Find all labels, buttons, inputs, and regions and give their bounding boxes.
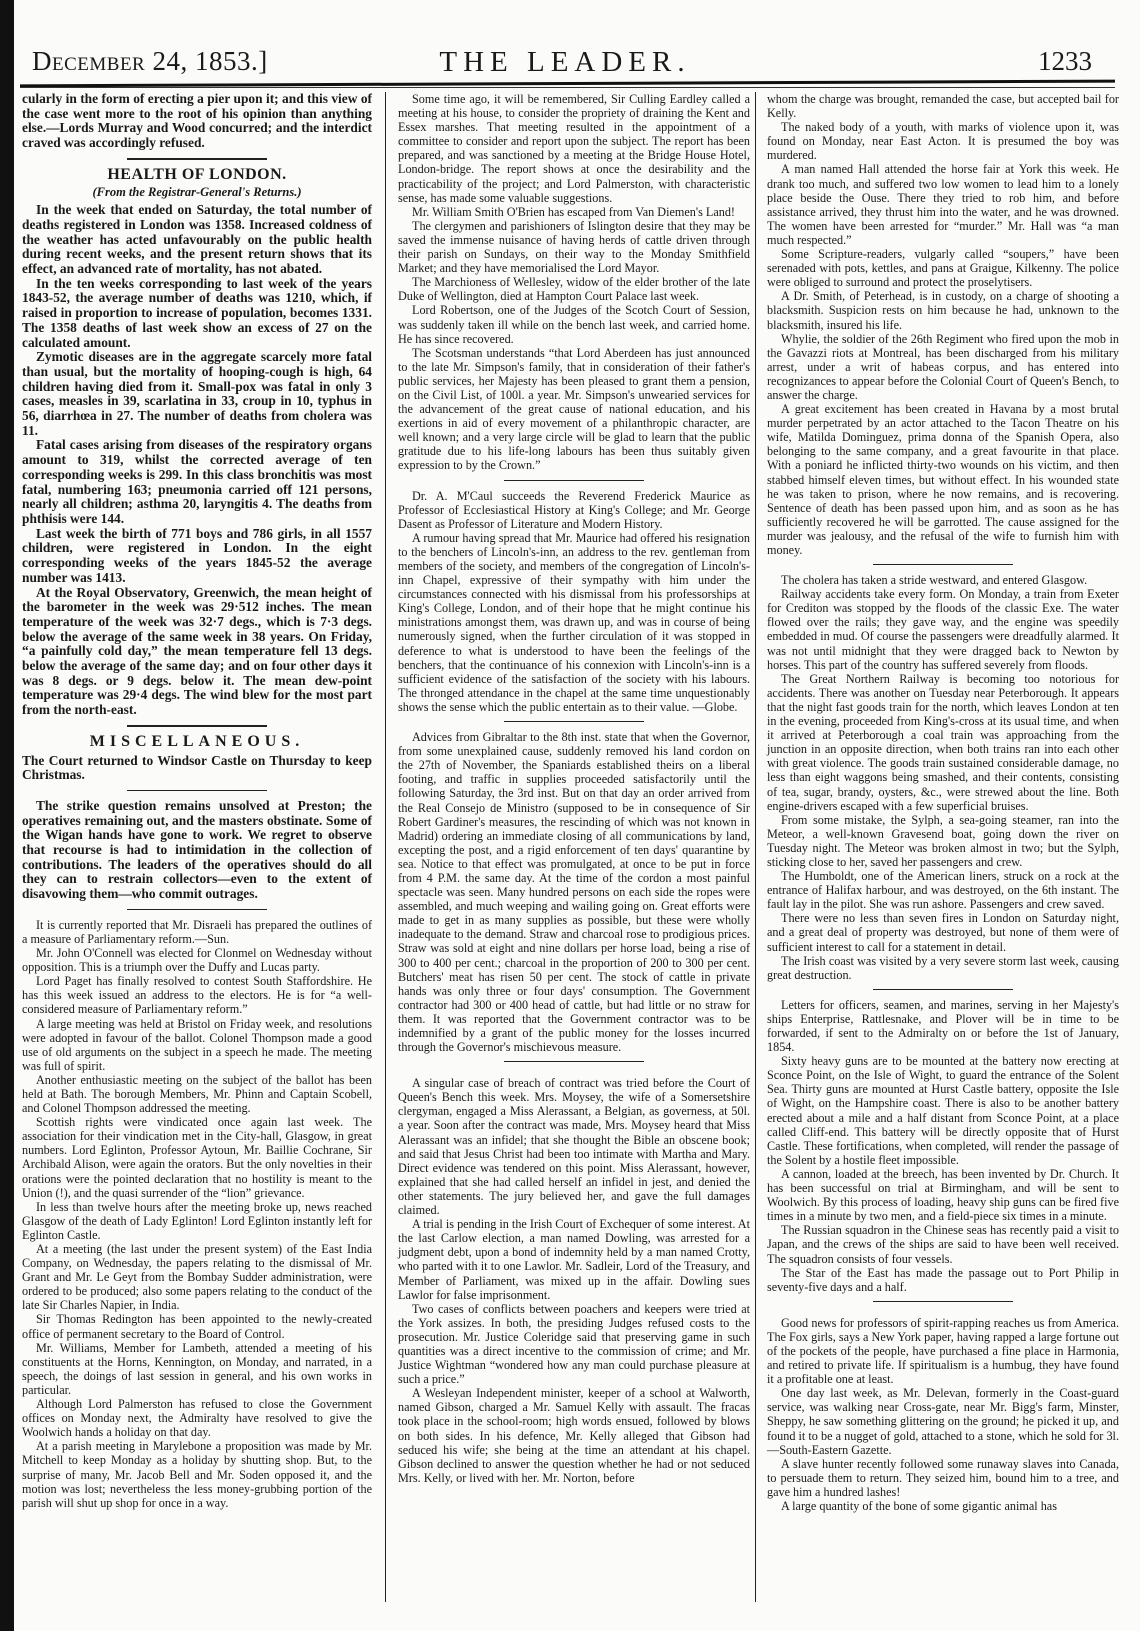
news-item: The clergymen and parishioners of Islington desire that they may be saved the immense nuisance of having herds of cattle driven through their parish on Sundays, on their way to the Monday Smithfield Market; and they have memorialised the Lord Mayor. bbox=[398, 218, 750, 276]
news-item: A rumour having spread that Mr. Maurice had offered his resignation to the benchers of Lincoln's-inn, an address to the rev. gentleman from members of the society, and members of the congregation of Lincoln's-inn Chapel, expressive of their sympathy with him under the circumstances connected with his dismissal from his professorships at King's College, London, and of their hope that he might continue his ministrations amongst them, was drawn up, and was in course of being numerously signed, when the further circulation of it was stopped in deference to what is understood to have been the feelings of the benchers, that the continuance of his connexion with Lincoln's-inn is a sufficient evidence of the satisfaction of the society with his labours. The thronged attendance in the chapel at the same time unquestionably shows the sense which the public entertain as to their value. —Globe. bbox=[398, 530, 750, 714]
news-item: Lord Robertson, one of the Judges of the Scotch Court of Session, was suddenly taken ill while on the bench last week, and carried home. He has since recovered. bbox=[398, 303, 750, 346]
news-item: A slave hunter recently followed some runaway slaves into Canada, to persuade them to return. They seized him, bound him to a tree, and gave him a hundred lashes! bbox=[767, 1456, 1119, 1499]
news-item: Railway accidents take every form. On Monday, a train from Exeter for Crediton was stopped by the floods of the classic Exe. The water flowed over the rails; they gave way, and the engine was speedily embedded in mud. Of course the passengers were dreadfully alarmed. It was not until midnight that they were dragged back to Newton by horses. This part of the country has suffered severely from floods. bbox=[767, 587, 1119, 672]
news-item: There were no less than seven fires in London on Saturday night, and a great deal of property was destroyed, but none of them were of sufficient interest to call for a statement in detail. bbox=[767, 911, 1119, 954]
column-2 bbox=[398, 92, 750, 1485]
column-3 bbox=[767, 92, 1119, 1513]
paragraph: The strike question remains unsolved at Preston; the operatives remaining out, and the masters obstinate. Some of the Wigan hands have gone to work. We regret to observe that recourse is had to intimidation in the collection of contributions. The leaders of the operatives should do all they can to restrain collectors—even to the extent of disavowing them—who commit outrages. bbox=[22, 797, 372, 902]
news-item: Two cases of conflicts between poachers and keepers were tried at the York assizes. In both, the presiding Judges refused costs to the prosecution. Mr. Justice Coleridge said that preserving game in such quantities was a direct incentive to the commission of crime; and Mr. Justice Wightman “wondered how any man could purchase pleasure at such a price.” bbox=[398, 1301, 750, 1387]
paragraph: In the ten weeks corresponding to last week of the years 1843-52, the average number of deaths was 1210, which, if raised in proportion to increase of population, becomes 1331. The 1358 deaths of last week show an excess of 27 on the calculated amount. bbox=[22, 275, 372, 350]
column-divider bbox=[755, 92, 756, 1602]
news-item: Dr. A. M'Caul succeeds the Reverend Frederick Maurice as Professor of Ecclesiastical History at King's College; and Mr. George Dasent as Professor of Literature and Modern History. bbox=[398, 488, 750, 531]
page-edge-shadow bbox=[0, 0, 14, 1631]
news-item: A large meeting was held at Bristol on Friday week, and resolutions were adopted in favour of the ballot. Colonel Thompson made a good use of old arguments on the subject in a speech he made. The meeting was full of spirit. bbox=[22, 1016, 372, 1073]
section-rule bbox=[504, 1061, 644, 1062]
news-item: Although Lord Palmerston has refused to close the Government offices on Monday next, the Admiralty have resolved to give the Woolwich hands a holiday on that day. bbox=[22, 1397, 372, 1440]
news-item: The Scotsman understands “that Lord Aberdeen has just announced to the late Mr. Simpson's family, that in consideration of their father's public services, her Majesty has been pleased to grant them a pension, on the Civil List, of 100l. a year. Mr. Simpson's unwearied services for the advancement of the great cause of national education, and his exertions in aid of every movement of a philanthropic character, are well known; and a very large circle will be glad to learn that the public gratitude due to his life-long labours has been thus suitably given expression to by the Crown.” bbox=[398, 345, 750, 473]
news-item: The Marchioness of Wellesley, widow of the elder brother of the late Duke of Wellington, died at Hampton Court Palace last week. bbox=[398, 275, 750, 304]
news-item: At a meeting (the last under the present system) of the East India Company, on Wednesday, the papers relating to the dismissal of Mr. Grant and Mr. Le Geyt from the Bombay Sudder administration, were ordered to be produced; also some papers relating to the conduct of the late Sir Charles Napier, in India. bbox=[22, 1242, 372, 1313]
news-item: Advices from Gibraltar to the 8th inst. state that when the Governor, from some unexplained cause, suddenly removed his land cordon on the 27th of November, the Spaniards established theirs on a liberal footing, and traffic in supplies proceeded satisfactorily until the following Saturday, the 3rd inst. But on that day an order arrived from the Real Consejo de Ministro (supposed to be in consequence of Sir Robert Gardiner's measures, the rescinding of which was not known in Madrid) ordering an immediate closing of all communications by land, excepting the post, and a rigid enforcement of ten days' quarantine by sea. Notice to that effect was promulgated, at once to be put in force from 4 P.M. the same day. At the time of the cordon a most painful spectacle was seen. Many hundred persons on each side the ropes were assembled, and much weeping and wailing going on. Great efforts were made to get in as many supplies as possible, but these were wholly inadequate to the demand. Straw and charcoal rose to prodigious prices. Straw was sold at eight and nine dollars per horse load, being a rise of 300 to 400 per cent.; charcoal in the proportion of 200 to 300 per cent. Butchers' meat has risen 50 per cent. The stock of cattle in private hands was only three or four days' consumption. The Government contractor had 300 or 400 head of cattle, but had little or no straw for them. It was reported that the Government contractor was to be indemnified by a grant of the public money for the losses incurred through the Governor's mischievous measure. bbox=[398, 730, 750, 1055]
news-item: Mr. Williams, Member for Lambeth, attended a meeting of his constituents at the Horns, Kennington, on Monday, and narrated, in a speech, the doings of last session in general, and his own works in particular. bbox=[22, 1340, 372, 1397]
news-item: The Star of the East has made the passage out to Port Philip in seventy-five days and a half. bbox=[767, 1265, 1119, 1294]
news-item: Some Scripture-readers, vulgarly called “soupers,” have been serenaded with pots, kettles, and pans at Graigue, Kilkenny. The police were obliged to surround and protect the proselytisers. bbox=[767, 247, 1119, 290]
news-item: From some mistake, the Sylph, a sea-going steamer, ran into the Meteor, a well-known Gravesend boat, going down the river on Tuesday night. The Meteor was broken almost in two; but the Sylph, sticking close to her, saved her passengers and crew. bbox=[767, 812, 1119, 869]
news-item: It is currently reported that Mr. Disraeli has prepared the outlines of a measure of Parliamentary reform.—Sun. bbox=[22, 917, 372, 946]
news-item: The cholera has taken a stride westward, and entered Glasgow. bbox=[781, 573, 1088, 588]
section-rule bbox=[127, 909, 267, 910]
news-item: Mr. John O'Connell was elected for Clonmel on Wednesday without opposition. This is a triumph over the Duffy and Lucas party. bbox=[22, 946, 372, 975]
paragraph: Fatal cases arising from diseases of the respiratory organs amount to 319, whilst the corrected average of ten corresponding weeks is 299. In this class bronchitis was most fatal, numbering 163; pneumonia carried off 121 persons, nearly all children; asthma 20, laryngitis 4. The deaths from phthisis were 144. bbox=[22, 437, 372, 526]
news-item: The naked body of a youth, with marks of violence upon it, was found on Monday, near East Acton. It is presumed the boy was murdered. bbox=[767, 120, 1119, 163]
section-rule bbox=[504, 721, 644, 722]
section-subtitle: (From the Registrar-General's Returns.) bbox=[92, 184, 302, 199]
section-heading: MISCELLANEOUS. bbox=[89, 732, 305, 750]
news-item: Mr. William Smith O'Brien has escaped from Van Diemen's Land! bbox=[412, 204, 735, 219]
miscellaneous-section bbox=[22, 732, 372, 1510]
news-item: The Irish coast was visited by a very severe storm last week, causing great destruction. bbox=[767, 953, 1119, 982]
news-item: A great excitement has been created in Havana by a most brutal murder perpetrated by an actor attached to the Tacon Theatre on his wife, Matilda Dominguez, prima donna of the Spanish Opera, also belonging to the same company, and a great favourite in that place. With a poniard he inflicted thirty-two wounds on his victim, and then stabbed himself eleven times, but without effect. In his wounded state he was taken to prison, where he now remains, and is recovering. Sentence of death has been passed upon him, and as soon as he has sufficiently recovered he will be garrotted. The cause assigned for the murder was jealousy, and the refusal of the wife to furnish him with money. bbox=[767, 402, 1119, 557]
section-rule bbox=[504, 480, 644, 481]
section-rule bbox=[127, 790, 267, 791]
news-item: The Humboldt, one of the American liners, struck on a rock at the entrance of Halifax harbour, and was destroyed, on the 6th instant. The fault lay in the pilot. She was run ashore. Passengers and crew saved. bbox=[767, 869, 1119, 912]
news-item: Another enthusiastic meeting on the subject of the ballot has been held at Bath. The borough Members, Mr. Phinn and Captain Scobell, and Colonel Thompson addressed the meeting. bbox=[22, 1072, 372, 1116]
masthead-rule-thin bbox=[20, 87, 1115, 88]
news-item: In less than twelve hours after the meeting broke up, news reached Glasgow of the death of Lady Eglinton! Lord Eglinton instantly left for Eglinton Castle. bbox=[22, 1199, 372, 1242]
news-item: One day last week, as Mr. Delevan, formerly in the Coast-guard service, was walking near Cross-gate, near Mr. Bigg's farm, Minster, Sheppy, he saw something glittering on the ground; he picked it up, and found it to be a nugget of gold, attached to a stone, which he sold for 3l.—South-Eastern Gazette. bbox=[767, 1386, 1119, 1457]
newspaper-title: THE LEADER. bbox=[439, 46, 691, 78]
news-item: The Great Northern Railway is becoming too notorious for accidents. There was another on Tuesday near Peterborough. It appears that the night fast goods train for the north, which leaves London at ten in the evening, proceeded from King's-cross at its usual time, and when it arrived at Peterborough a coal train was approaching from the junction in an opposite direction, when both trains ran into each other with great violence. The goods train sustained considerable damage, no less than eight waggons being smashed, and their contents, consisting of tea, sugar, brandy, oysters, &c., were strewed about the line. Both engine-drivers escaped with a few superficial bruises. bbox=[767, 671, 1119, 813]
column-1 bbox=[22, 92, 372, 1510]
section-rule bbox=[127, 158, 267, 160]
section-rule bbox=[873, 564, 1013, 565]
news-item: A man named Hall attended the horse fair at York this week. He drank too much, and suffered two low women to lead him to a lonely place beside the Ouse. There they tried to rob him, and before assistance arrived, they thrust him into the water, and he was drowned. The women have been arrested for “murder.” Mr. Hall was “a man much respected.” bbox=[767, 162, 1119, 247]
news-item: A singular case of breach of contract was tried before the Court of Queen's Bench this week. Mrs. Moysey, the wife of a Somersetshire clergyman, engaged a Miss Alerassant, a Belgian, as governess, at 50l. a year. Soon after the contract was made, Mrs. Moysey heard that Miss Alerassant was an infidel; that she thought the Bible an obscene book; and said that Jesus Christ had been too intimate with Martha and Mary. Direct evidence was tendered on this point. Miss Alerassant, however, explained that she had called herself an infidel in jest, and denied the other statements. The jury believed her, and gave the full damages claimed. bbox=[398, 1076, 750, 1218]
news-item: Good news for professors of spirit-rapping reaches us from America. The Fox girls, says a New York paper, having rapped a large fortune out of the pockets of the people, have purchased a fine place in Harmonia, and retired to private life. If spiritualism is a humbug, they have found it a profitable one at least. bbox=[767, 1315, 1119, 1387]
section-rule bbox=[127, 725, 267, 727]
news-item: Sir Thomas Redington has been appointed to the newly-created office of permanent secretary to the Board of Control. bbox=[22, 1312, 372, 1341]
paragraph: At the Royal Observatory, Greenwich, the mean height of the barometer in the week was 29·512 inches. The mean temperature of the week was 32·7 degs., which is 7·3 degs. below the average of the same week in 38 years. On Friday, “a painfully cold day,” the mean temperature fell 13 degs. below the average of the same day; and on four other days it was 8 degs. or 9 degs. below it. The mean dew-point temperature was 29·4 degs. The wind blew for the most part from the north-east. bbox=[22, 584, 372, 718]
section-rule bbox=[873, 989, 1013, 990]
news-item: At a parish meeting in Marylebone a proposition was made by Mr. Mitchell to keep Monday as a holiday by shutting shop. But, to the surprise of many, Mr. Jacob Bell and Mr. Soden opposed it, and the motion was lost; nevertheless the less money-grubbing portion of the parish will shut up shop for once in a way. bbox=[22, 1439, 372, 1510]
news-item: Sixty heavy guns are to be mounted at the battery now erecting at Sconce Point, on the Isle of Wight, to guard the entrance of the Solent Sea. Thirty guns are mounted at Hurst Castle battery, opposite the Isle of Wight, on the Hampshire coast. There is also to be another battery erected about a mile and a half distant from Sconce Point, at a place called Cliff-end. This battery will be directly opposite that of Hurst Castle. These fortifications, when completed, will render the passage of the Solent by a hostile fleet impossible. bbox=[767, 1054, 1119, 1167]
news-item: Letters for officers, seamen, and marines, serving in her Majesty's ships Enterprise, Rattlesnake, and Plover will be in time to be forwarded, if sent to the Admiralty on or before the 1st of January, 1854. bbox=[767, 997, 1119, 1055]
column-divider bbox=[385, 92, 386, 1602]
news-item: Lord Paget has finally resolved to contest South Staffordshire. He has this week issued an address to the electors. He is for “a well-considered measure of Parliamentary reform.” bbox=[22, 974, 372, 1017]
news-item: A large quantity of the bone of some gigantic animal has bbox=[781, 1499, 1057, 1513]
news-item: Whylie, the soldier of the 26th Regiment who fired upon the mob in the Gavazzi riots at Montreal, has been discharged from his military arrest, under a writ of habeas corpus, and has entered into recognizances to appear before the Colonial Court of Queen's Bench, to answer the charge. bbox=[767, 331, 1119, 402]
health-of-london-section bbox=[22, 165, 372, 718]
news-item: A trial is pending in the Irish Court of Exchequer of some interest. At the last Carlow election, a man named Dowling, was arrested for a judgment debt, upon a bond of indemnity held by a man named Crotty, who parted with it to one Lawlor. Mr. Sadleir, Lord of the Treasury, and Member of Parliament, was mixed up in the affair. Dowling sues Lawlor for false imprisonment. bbox=[398, 1217, 750, 1302]
issue-date: December 24, 1853.] bbox=[32, 46, 268, 76]
news-item: A cannon, loaded at the breech, has been invented by Dr. Church. It has been successful on trial at Birmingham, and will be sent to Woolwich. By this process of loading, heavy ship guns can be fired five times in a minute by two men, and a field-piece six times in a minute. bbox=[767, 1166, 1119, 1224]
section-rule bbox=[873, 1301, 1013, 1302]
news-item: The Russian squadron in the Chinese seas has recently paid a visit to Japan, and the crews of the ships are said to have been well received. The squadron consists of four vessels. bbox=[767, 1223, 1119, 1266]
paragraph: Zymotic diseases are in the aggregate scarcely more fatal than usual, but the mortality of hooping-cough is high, 64 children having died from it. Small-pox was fatal in only 3 cases, measles in 39, scarlatina in 33, croup in 10, typhus in 56, diarrhœa in 27. The number of deaths from cholera was 11. bbox=[22, 349, 372, 438]
news-item: A Wesleyan Independent minister, keeper of a school at Walworth, named Gibson, charged a Mr. Samuel Kelly with assault. The fracas took place in the school-room; high words ensued, followed by blows on both sides. In his defence, Mr. Kelly alleged that Gibson had seduced his wife; she being at the time an attendant at his chapel. Gibson declined to answer the question whether he had or not seduced Mrs. Kelly, or lived with her. Mr. Norton, before bbox=[398, 1386, 750, 1485]
page-number: 1233 bbox=[1038, 46, 1092, 76]
paragraph: Last week the birth of 771 boys and 786 girls, in all 1557 children, were registered in London. In the eight corresponding weeks of the years 1845-52 the average number was 1413. bbox=[22, 525, 372, 585]
paragraph: In the week that ended on Saturday, the total number of deaths registered in London was 1358. Increased coldness of the weather has acted unfavourably on the public health during recent weeks, and the present return shows that its effect, an advanced rate of mortality, has not abated. bbox=[22, 202, 372, 277]
news-item: Some time ago, it will be remembered, Sir Culling Eardley called a meeting at his house, to consider the propriety of draining the Kent and Essex marshes. That meeting resulted in the appointment of a committee to consider and report upon the subject. The report has been prepared, and was sanctioned by a meeting at the Bridge House Hotel, London-bridge. The report shows at once the desirability and the practicability of the project; and Lord Palmerston, with characteristic sense, has made some valuable suggestions. bbox=[398, 92, 750, 205]
news-item: whom the charge was brought, remanded the case, but accepted bail for Kelly. bbox=[767, 92, 1119, 121]
news-item: A Dr. Smith, of Peterhead, is in custody, on a charge of shooting a blacksmith. Suspicion rests on him because he had, unknown to the blacksmith, insured his life. bbox=[767, 289, 1119, 332]
continued-article: cularly in the form of erecting a pier upon it; and this view of the case went more to the root of his opinion than anything else.—Lords Murray and Wood concurred; and the interdict craved was accordingly refused. bbox=[22, 91, 372, 151]
news-item: Scottish rights were vindicated once again last week. The association for their vindication met in the City-hall, Glasgow, in great numbers. Lord Eglinton, Professor Aytoun, Mr. Baillie Cochrane, Sir Archibald Alison, were again the orators. But the only novelties in their orations were the pointed declaration that no hostility is meant to the Union (!), and the quasi surrender of the “lion” grievance. bbox=[22, 1115, 372, 1200]
section-heading: HEALTH OF LONDON. bbox=[107, 165, 287, 183]
lead-paragraph: The Court returned to Windsor Castle on Thursday to keep Christmas. bbox=[22, 752, 372, 783]
